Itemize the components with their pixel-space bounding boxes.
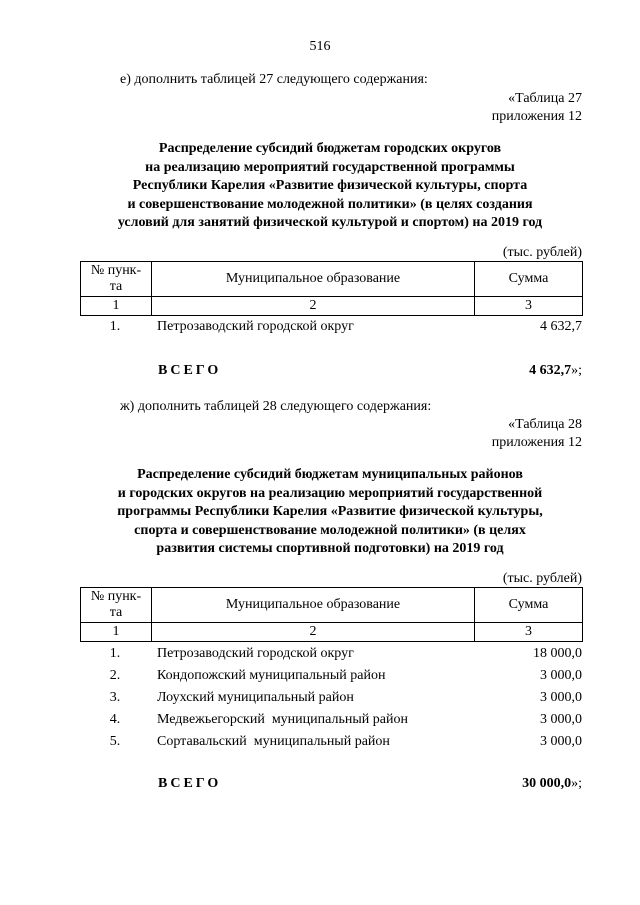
section-e-table-header xyxy=(80,261,583,316)
row-name: Медвежьегорский муниципальный район xyxy=(157,712,408,727)
section-zh-title-line: спорта и совершенствование молодежной политики» (в целях xyxy=(134,522,526,538)
table-row xyxy=(80,667,582,689)
section-zh-intro: ж) дополнить таблицей 28 следующего содержания: xyxy=(120,399,432,414)
section-zh-total-suffix: »; xyxy=(571,776,582,791)
section-e-title-line: и совершенствование молодежной политики» (в целях создания xyxy=(127,196,533,212)
section-zh-total-label: ВСЕГО xyxy=(158,776,222,791)
row-name: Сортавальский муниципальный район xyxy=(157,734,390,749)
row-name: Кондопожский муниципальный район xyxy=(157,668,386,683)
row-name: Петрозаводский городской округ xyxy=(157,646,354,661)
col-number: 1 xyxy=(81,623,152,642)
section-zh-title-line: и городских округов на реализацию мероприятий государственной xyxy=(117,485,543,501)
section-e-title-line: на реализацию мероприятий государственной программы xyxy=(145,159,515,175)
row-sum: 18 000,0 xyxy=(533,646,582,661)
row-num: 2. xyxy=(109,668,121,683)
row-sum: 3 000,0 xyxy=(540,668,582,683)
header-num-line2: та xyxy=(109,605,123,620)
row-name: Петрозаводский городской округ xyxy=(157,319,354,334)
table-row xyxy=(80,733,582,755)
header-mun-cell: Муниципальное образование xyxy=(152,262,475,297)
col-number: 1 xyxy=(81,297,152,316)
section-e-unit: (тыс. рублей) xyxy=(502,245,582,260)
section-e-ref-line2: приложения 12 xyxy=(491,109,582,124)
row-sum: 3 000,0 xyxy=(540,690,582,705)
section-e-intro: е) дополнить таблицей 27 следующего содержания: xyxy=(120,72,428,87)
row-num: 3. xyxy=(109,690,121,705)
section-e-total-suffix: »; xyxy=(571,363,582,378)
section-zh-title-line: программы Республики Карелия «Развитие физической культуры, xyxy=(117,504,543,519)
section-e-title-line: Республики Карелия «Развитие физической культуры, спорта xyxy=(132,178,528,193)
section-zh-ref-line1: «Таблица 28 xyxy=(508,417,582,432)
row-sum: 3 000,0 xyxy=(540,712,582,727)
section-e-total xyxy=(529,362,582,380)
header-sum-cell: Сумма xyxy=(475,588,583,623)
table-row xyxy=(80,711,582,733)
section-e-ref-line1: «Таблица 27 xyxy=(508,91,582,106)
section-zh-title xyxy=(60,466,600,559)
col-number: 3 xyxy=(475,297,583,316)
row-num: 4. xyxy=(109,712,121,727)
header-num-line2: та xyxy=(109,279,123,294)
row-num: 5. xyxy=(109,734,121,749)
section-e-title xyxy=(60,140,600,233)
col-number: 2 xyxy=(152,297,475,316)
header-num-cell xyxy=(81,588,152,623)
page-number: 516 xyxy=(309,39,331,54)
section-e-total-value: 4 632,7 xyxy=(529,363,572,378)
section-zh-ref-line2: приложения 12 xyxy=(491,435,582,450)
row-num: 1. xyxy=(109,319,121,334)
section-zh-table-header xyxy=(80,587,583,642)
table-row xyxy=(80,318,582,340)
row-sum: 3 000,0 xyxy=(540,734,582,749)
header-num-line1: № пунк- xyxy=(90,589,142,604)
col-number: 2 xyxy=(152,623,475,642)
header-num-line1: № пунк- xyxy=(90,263,142,278)
header-mun-cell: Муниципальное образование xyxy=(152,588,475,623)
section-zh-title-line: Распределение субсидий бюджетам муниципальных районов xyxy=(137,467,523,482)
section-zh-total xyxy=(522,775,582,793)
row-num: 1. xyxy=(109,646,121,661)
header-sum-cell: Сумма xyxy=(475,262,583,297)
section-e-title-line: Распределение субсидий бюджетам городских округов xyxy=(158,141,502,156)
section-zh-unit: (тыс. рублей) xyxy=(502,571,582,586)
row-name: Лоухский муниципальный район xyxy=(157,690,354,705)
section-zh-total-value: 30 000,0 xyxy=(522,776,572,791)
header-num-cell xyxy=(81,262,152,297)
section-e-title-line: условий для занятий физической культурой и спортом) на 2019 год xyxy=(117,215,543,230)
col-number: 3 xyxy=(475,623,583,642)
section-e-total-label: ВСЕГО xyxy=(158,363,222,378)
table-row xyxy=(80,689,582,711)
section-zh-title-line: развития системы спортивной подготовки) на 2019 год xyxy=(156,541,504,556)
row-sum: 4 632,7 xyxy=(540,319,582,334)
table-row xyxy=(80,645,582,667)
